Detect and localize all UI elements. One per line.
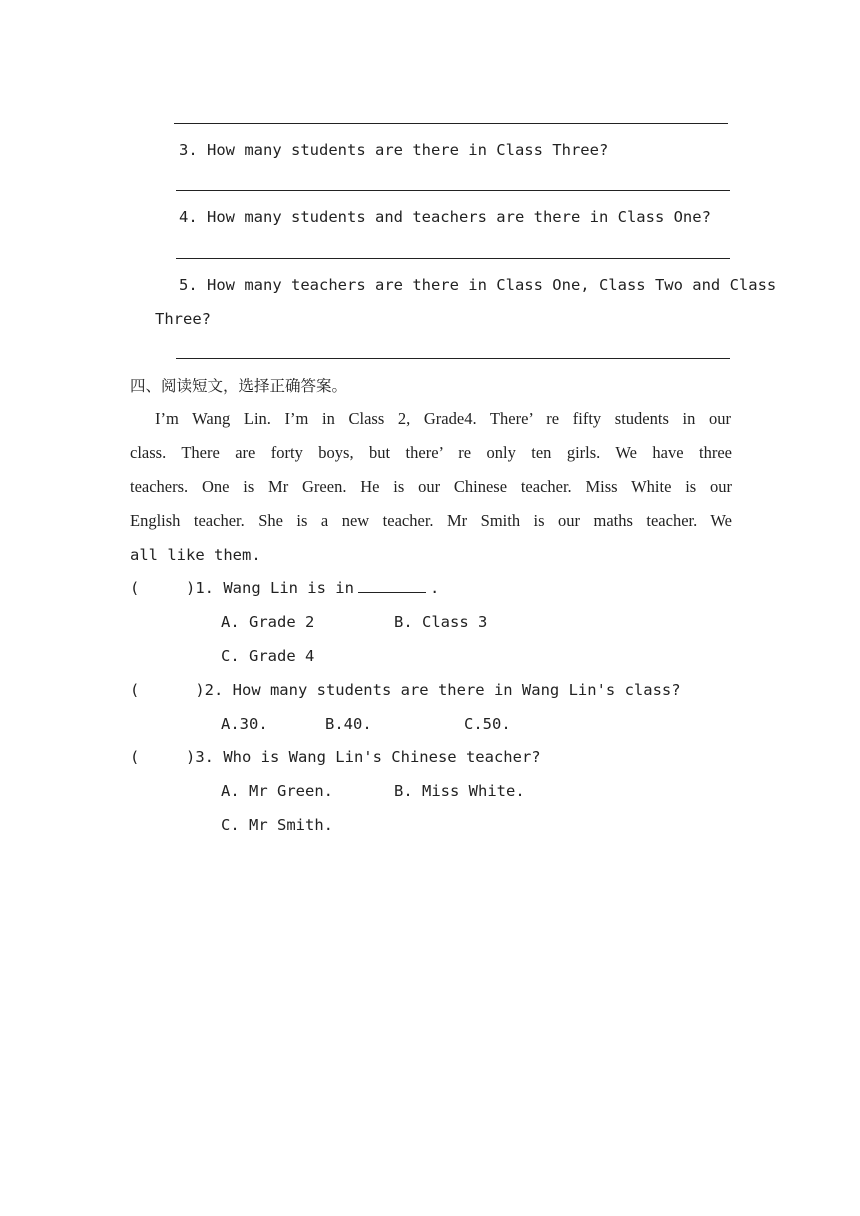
answer-paren[interactable]: ( ) <box>130 681 205 699</box>
question-5 <box>179 275 777 295</box>
question-number: 3. <box>179 141 198 159</box>
passage-line: class. There are forty boys, but there’ re only ten girls. We have three <box>130 443 732 462</box>
question-stem: 1. Wang Lin is in <box>195 579 354 597</box>
answer-paren[interactable]: ( ) <box>130 748 196 766</box>
answer-line <box>174 123 728 124</box>
question-3 <box>179 140 608 160</box>
question-stem: 2. How many students are there in Wang Lin's class? <box>204 681 681 699</box>
question-text-line1: How many teachers are there in Class One, Class Two and Class <box>207 276 777 294</box>
question-stem: 3. Who is Wang Lin's Chinese teacher? <box>195 748 541 766</box>
answer-line <box>176 190 730 191</box>
passage-line: English teacher. She is a new teacher. Mr Smith is our maths teacher. We <box>130 511 732 530</box>
section-heading: 四、阅读短文，选择正确答案。 <box>130 377 348 395</box>
option[interactable]: B. Class 3 <box>394 613 488 631</box>
question-text: How many students are there in Class Three? <box>207 141 609 159</box>
passage-line: I’m Wang Lin. I’m in Class 2, Grade4. There’ re fifty students in our <box>155 409 731 428</box>
answer-paren[interactable]: ( ) <box>130 579 196 597</box>
option[interactable]: C. Grade 4 <box>221 647 315 665</box>
answer-line <box>176 358 730 359</box>
fill-in-blank[interactable] <box>358 578 426 593</box>
option[interactable]: A. Mr Green. <box>221 782 333 800</box>
question-4 <box>179 207 711 227</box>
question-5-continued: Three? <box>155 310 211 328</box>
mc-question-2 <box>130 680 681 700</box>
option[interactable]: B.40. <box>325 715 372 733</box>
question-end: . <box>429 579 440 597</box>
passage-line: all like them. <box>130 546 261 564</box>
passage-line: teachers. One is Mr Green. He is our Chinese teacher. Miss White is our <box>130 477 732 496</box>
mc-question-1 <box>130 578 439 598</box>
option[interactable]: A.30. <box>221 715 268 733</box>
answer-line <box>176 258 730 259</box>
mc-question-3 <box>130 747 541 767</box>
option[interactable]: C. Mr Smith. <box>221 816 333 834</box>
option[interactable]: A. Grade 2 <box>221 613 315 631</box>
question-number: 4. <box>179 208 198 226</box>
question-text: How many students and teachers are there in Class One? <box>207 208 711 226</box>
question-number: 5. <box>179 276 198 294</box>
option[interactable]: C.50. <box>464 715 511 733</box>
option[interactable]: B. Miss White. <box>394 782 525 800</box>
